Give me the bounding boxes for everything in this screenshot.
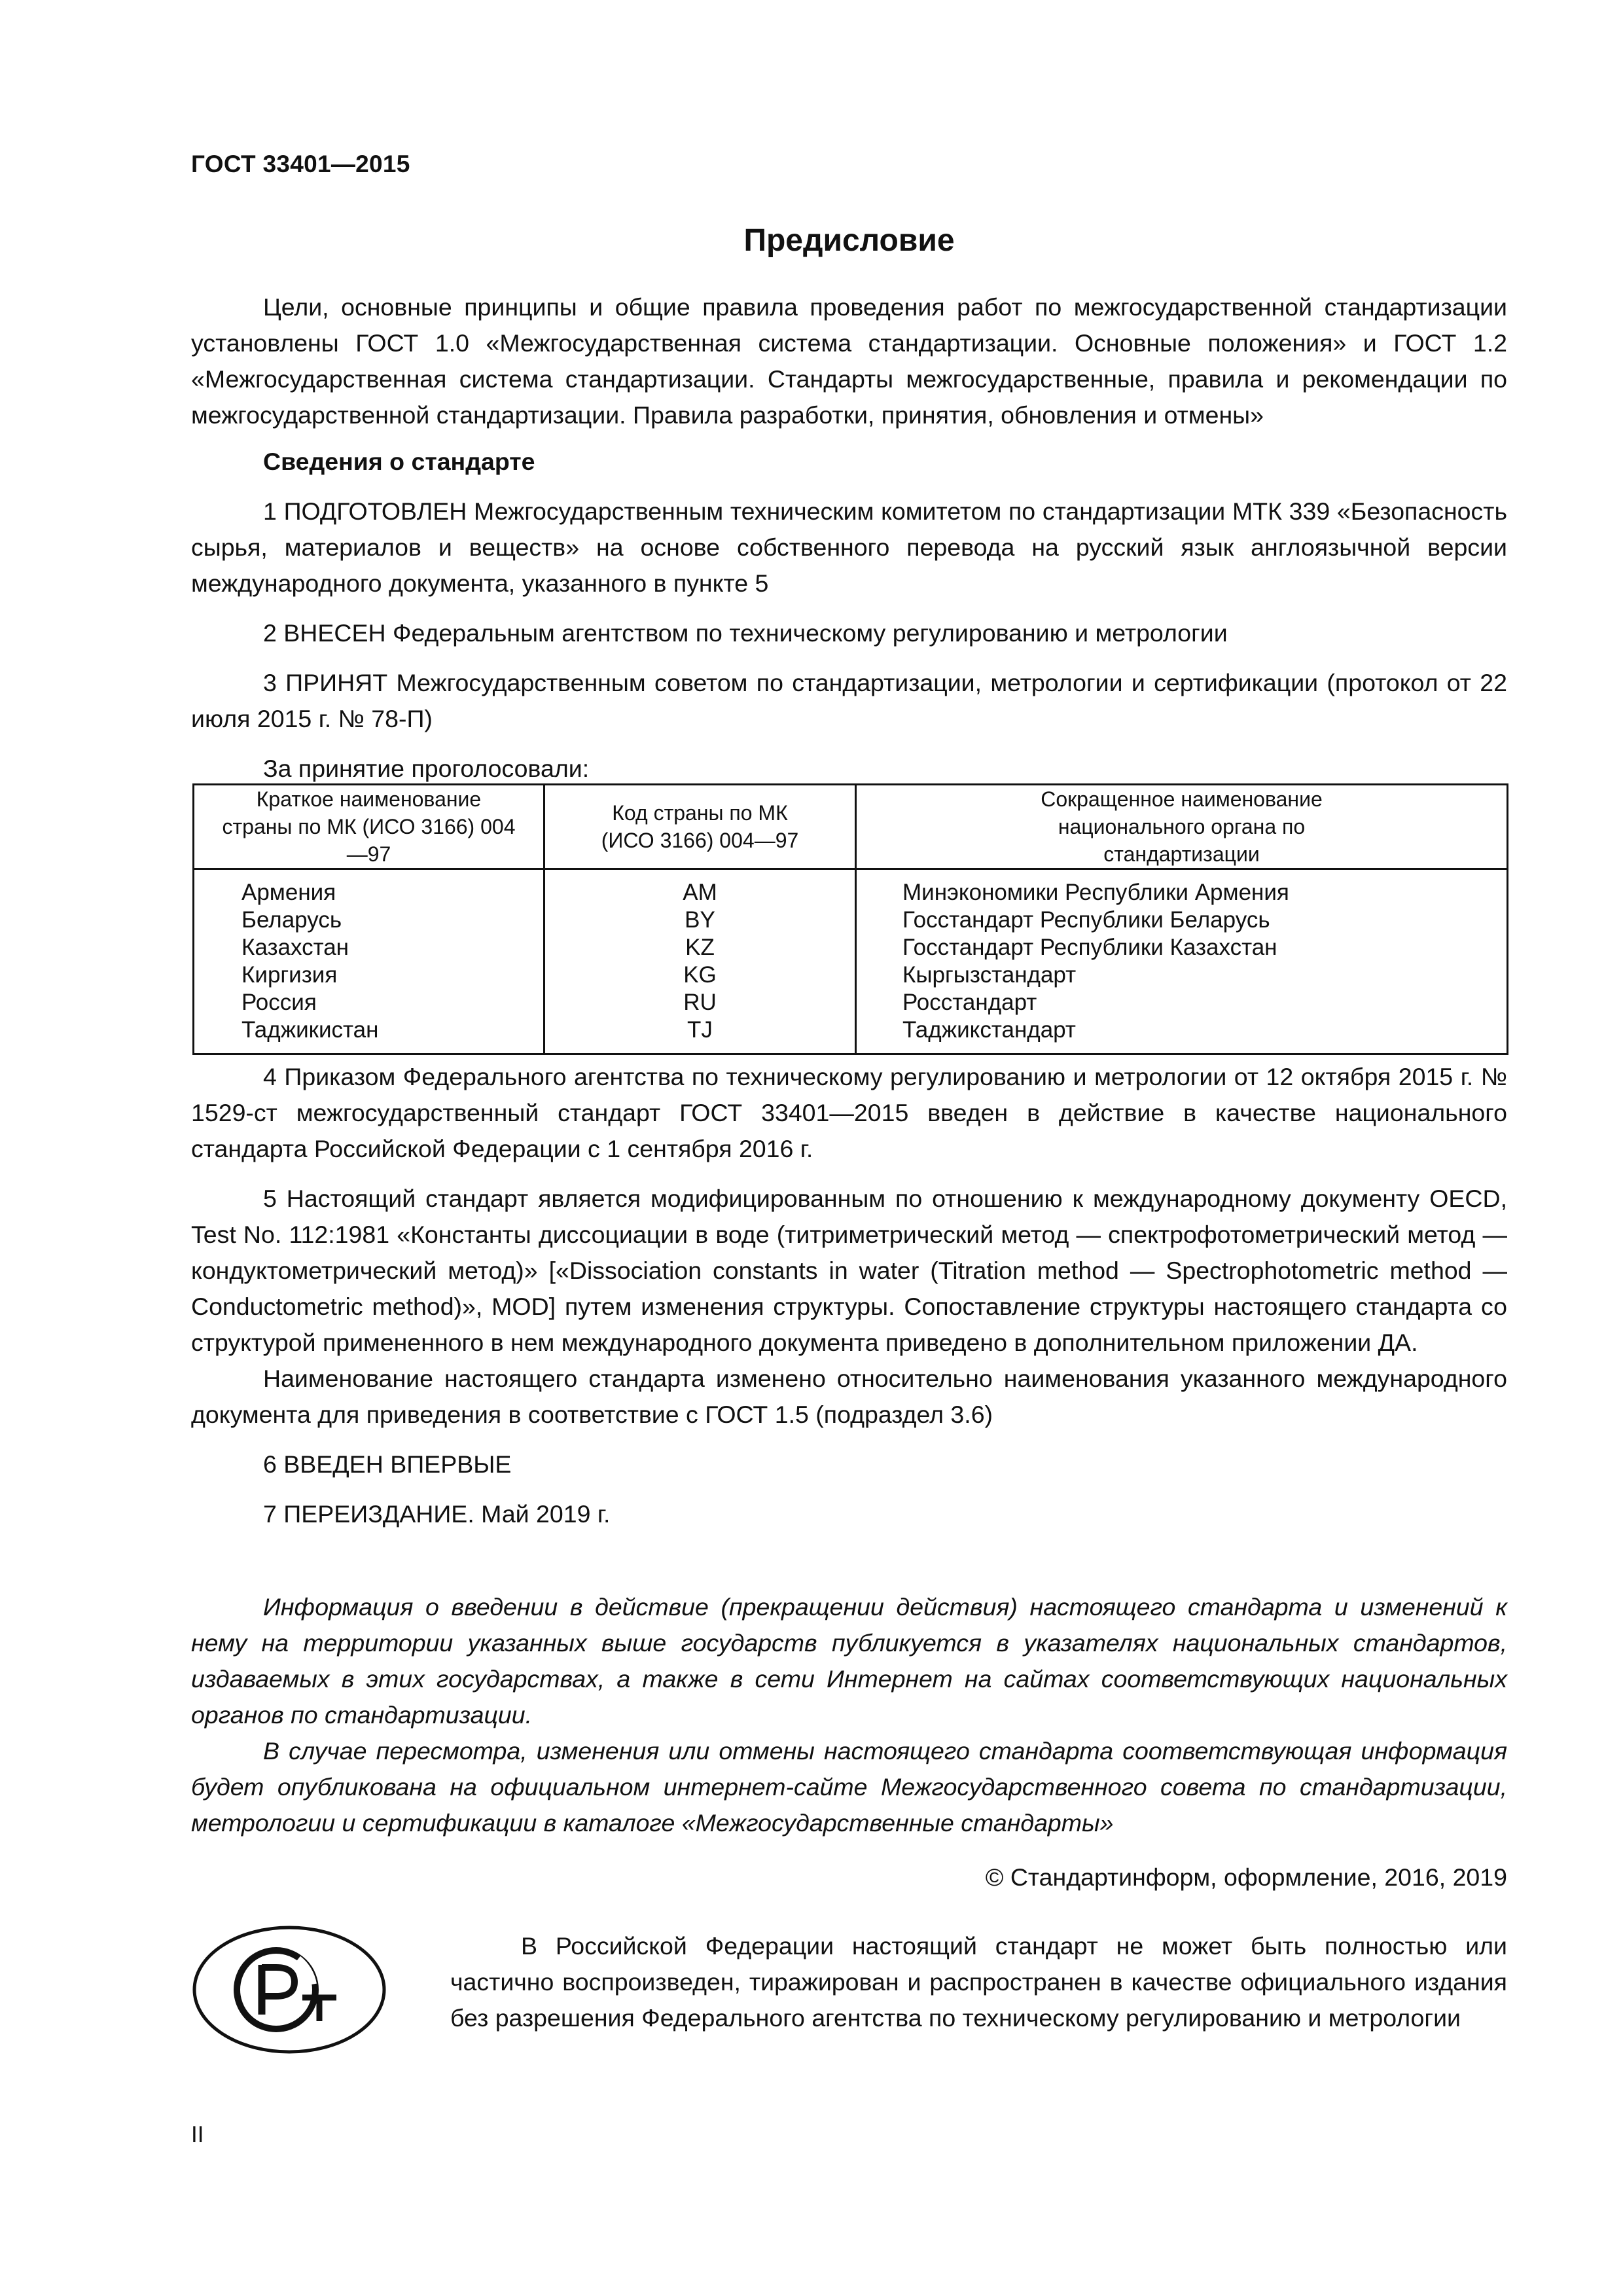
voters-caption: За принятие проголосовали: xyxy=(263,755,590,782)
country-code: AM xyxy=(683,880,717,905)
page-number: II xyxy=(191,2122,204,2147)
voting-countries-table xyxy=(192,783,1508,1055)
item-4-order: 4 Приказом Федерального агентства по техническому регулированию и метрологии от 12 октября 2015 г. № 1529-ст межгосударственный стандарт ГОСТ 33401—2015 введен в действие в качестве национального стандарта Российской Федерации с 1 сентября 2016 г. xyxy=(191,1063,1507,1162)
item-2-introduced: 2 ВНЕСЕН Федеральным агентством по техническому регулированию и метрологии xyxy=(263,619,1228,647)
document-code: ГОСТ 33401—2015 xyxy=(191,151,410,177)
table-row xyxy=(194,869,1508,1054)
standards-body: Минэкономики Республики Армения xyxy=(902,880,1289,905)
column-header-code: Код страны по МК (ИСО 3166) 004—97 xyxy=(544,785,856,869)
preface-intro-block xyxy=(191,289,1507,787)
country-name-cell xyxy=(194,869,544,1054)
country-code: KG xyxy=(683,962,717,988)
column-header-body: Сокращенное наименование национального органа по стандартизации xyxy=(856,785,1508,869)
item-5-modified: 5 Настоящий стандарт является модифицированным по отношению к международному документу OECD, Test No. 112:1981 «Константы диссоциации в воде (титриметрический метод — спектрофотометрический метод — кондуктометрический метод)» [«Dissociation constants in water (Titration method — Spectrophotometric method — Conductometric method)», MOD] путем изменения структуры. Сопоставление структуры настоящего стандарта со структурой примененного в нем международного документа приведено в дополнительном приложении ДА. xyxy=(191,1185,1507,1356)
item-1-prepared: 1 ПОДГОТОВЛЕН Межгосударственным техническим комитетом по стандартизации МТК 339 «Безопасность сырья, материалов и веществ» на основе собственного перевода на русский язык англоязычной версии международного документа, указанного в пункте 5 xyxy=(191,497,1507,597)
preface-items-block xyxy=(191,1059,1507,1532)
info-heading: Сведения о стандарте xyxy=(263,448,535,475)
column-header-country: Краткое наименование страны по МК (ИСО 3166) 004—97 xyxy=(194,785,544,869)
country-code: BY xyxy=(685,907,715,933)
table-header-row xyxy=(194,785,1508,869)
country-name: Армения xyxy=(241,880,336,905)
country-code-cell xyxy=(544,869,856,1054)
country-name: Россия xyxy=(241,990,317,1015)
rights-paragraph: В Российской Федерации настоящий стандарт не может быть полностью или частично воспроизведен, тиражирован и распространен в качестве официального издания без разрешения Федерального агентства по техническому регулированию и метрологии xyxy=(450,1932,1507,2032)
country-name: Казахстан xyxy=(241,935,349,960)
standards-body-cell xyxy=(856,869,1508,1054)
gost-r-certification-mark-icon xyxy=(191,1924,387,2055)
publication-notice-block xyxy=(191,1589,1507,1841)
country-code: KZ xyxy=(685,935,715,960)
country-name: Киргизия xyxy=(241,962,338,988)
item-3-adopted: 3 ПРИНЯТ Межгосударственным советом по стандартизации, метрологии и сертификации (протокол от 22 июля 2015 г. № 78-П) xyxy=(191,669,1507,732)
copyright-line: © Стандартинформ, оформление, 2016, 2019 xyxy=(985,1863,1507,1891)
country-code: RU xyxy=(683,990,717,1015)
country-name: Таджикистан xyxy=(241,1017,379,1043)
item-6-first-introduced: 6 ВВЕДЕН ВПЕРВЫЕ xyxy=(263,1450,512,1478)
standards-body: Госстандарт Республики Казахстан xyxy=(902,935,1277,960)
intro-paragraph: Цели, основные принципы и общие правила проведения работ по межгосударственной стандартизации установлены ГОСТ 1.0 «Межгосударственная система стандартизации. Основные положения» и ГОСТ 1.2 «Межгосударственная система стандартизации. Стандарты межгосударственные, правила и рекомендации по межгосударственной стандартизации. Правила разработки, принятия, обновления и отмены» xyxy=(191,293,1507,429)
country-name: Беларусь xyxy=(241,907,342,933)
standards-body: Кыргызстандарт xyxy=(902,962,1077,988)
notice-paragraph: В случае пересмотра, изменения или отмены настоящего стандарта соответствующая информация будет опубликована на официальном интернет-сайте Межгосударственного совета по стандартизации, метрологии и сертификации в каталоге «Межгосударственные стандарты» xyxy=(191,1737,1507,1837)
standards-body: Госстандарт Республики Беларусь xyxy=(902,907,1270,933)
standards-body: Росстандарт xyxy=(902,990,1037,1015)
item-7-reissue: 7 ПЕРЕИЗДАНИЕ. Май 2019 г. xyxy=(263,1500,611,1528)
page-title: Предисловие xyxy=(743,223,955,258)
country-code: TJ xyxy=(687,1017,713,1043)
notice-paragraph: Информация о введении в действие (прекращении действия) настоящего стандарта и изменений к нему на территории указанных выше государств публикуется в указателях национальных стандартов, издаваемых в этих государствах, а также в сети Интернет на сайтах соответствующих национальных органов по стандартизации. xyxy=(191,1593,1507,1729)
reproduction-rights-notice xyxy=(450,1928,1507,2036)
standards-body: Таджикстандарт xyxy=(902,1017,1076,1043)
item-5-note: Наименование настоящего стандарта изменено относительно наименования указанного международного документа для приведения в соответствие с ГОСТ 1.5 (подраздел 3.6) xyxy=(191,1365,1507,1428)
